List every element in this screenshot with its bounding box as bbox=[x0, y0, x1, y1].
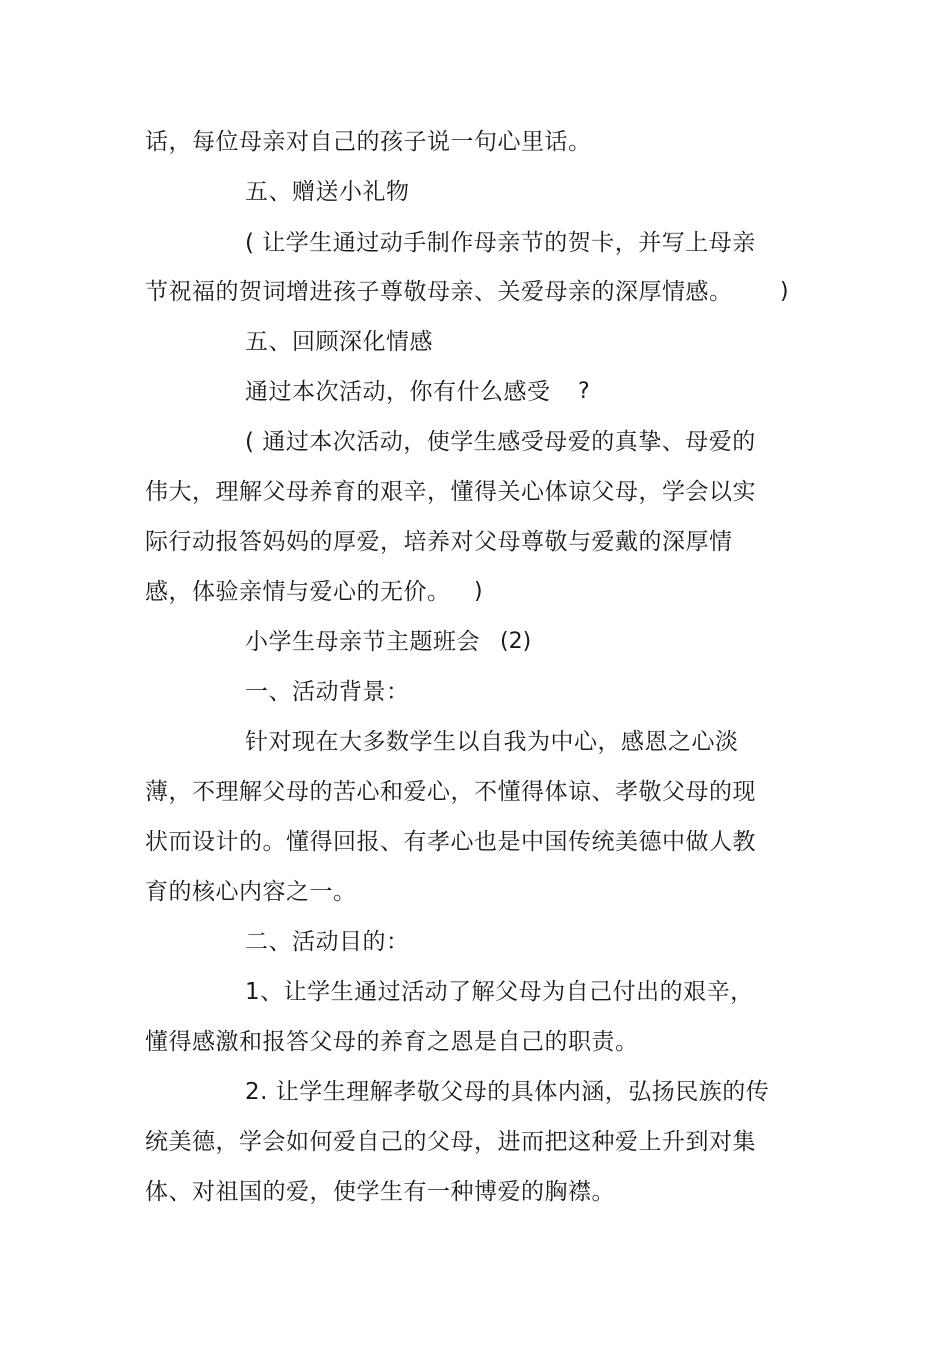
text-line: ( 通过本次活动，使学生感受母爱的真挚、母爱的 bbox=[245, 429, 756, 455]
text-line: 节祝福的贺词增进孩子尊敬母亲、关爱母亲的深厚情感。 bbox=[145, 279, 733, 305]
text-line: 际行动报答妈妈的厚爱，培养对父母尊敬与爱戴的深厚情 bbox=[145, 529, 733, 555]
question-mark: ? bbox=[578, 379, 590, 404]
closing-paren: ) bbox=[780, 279, 789, 304]
text-line: 统美德，学会如何爱自己的父母，进而把这种爱上升到对集 bbox=[145, 1129, 756, 1155]
text-line: 针对现在大多数学生以自我为中心，感恩之心淡 bbox=[245, 729, 739, 755]
text-line: 感，体验亲情与爱心的无价。 bbox=[145, 579, 451, 605]
text-line: ( 让学生通过动手制作母亲节的贺卡，并写上母亲 bbox=[245, 230, 756, 256]
text-line: 话，每位母亲对自己的孩子说一句心里话。 bbox=[145, 129, 592, 155]
text-line: 2. 让学生理解孝敬父母的具体内涵，弘扬民族的传 bbox=[245, 1079, 770, 1105]
section-heading: 五、回顾深化情感 bbox=[245, 329, 433, 355]
text-line: 状而设计的。懂得回报、有孝心也是中国传统美德中做人教 bbox=[145, 829, 756, 855]
section-heading: 二、活动目的： bbox=[245, 929, 410, 955]
section-heading: 五、赠送小礼物 bbox=[245, 179, 410, 205]
text-line: 薄，不理解父母的苦心和爱心，不懂得体谅、孝敬父母的现 bbox=[145, 779, 756, 805]
text-line: 通过本次活动，你有什么感受 bbox=[245, 379, 551, 405]
subtitle-number: (2) bbox=[500, 629, 532, 654]
section-heading: 一、活动背景： bbox=[245, 679, 410, 705]
text-line: 育的核心内容之一。 bbox=[145, 879, 357, 905]
text-line: 1、让学生通过活动了解父母为自己付出的艰辛， bbox=[245, 979, 754, 1005]
text-line: 体、对祖国的爱，使学生有一种博爱的胸襟。 bbox=[145, 1179, 615, 1205]
text-line: 懂得感激和报答父母的养育之恩是自己的职责。 bbox=[145, 1029, 639, 1055]
closing-paren: ) bbox=[474, 579, 483, 604]
subtitle: 小学生母亲节主题班会 bbox=[245, 629, 480, 655]
text-line: 伟大，理解父母养育的艰辛，懂得关心体谅父母，学会以实 bbox=[145, 479, 756, 505]
